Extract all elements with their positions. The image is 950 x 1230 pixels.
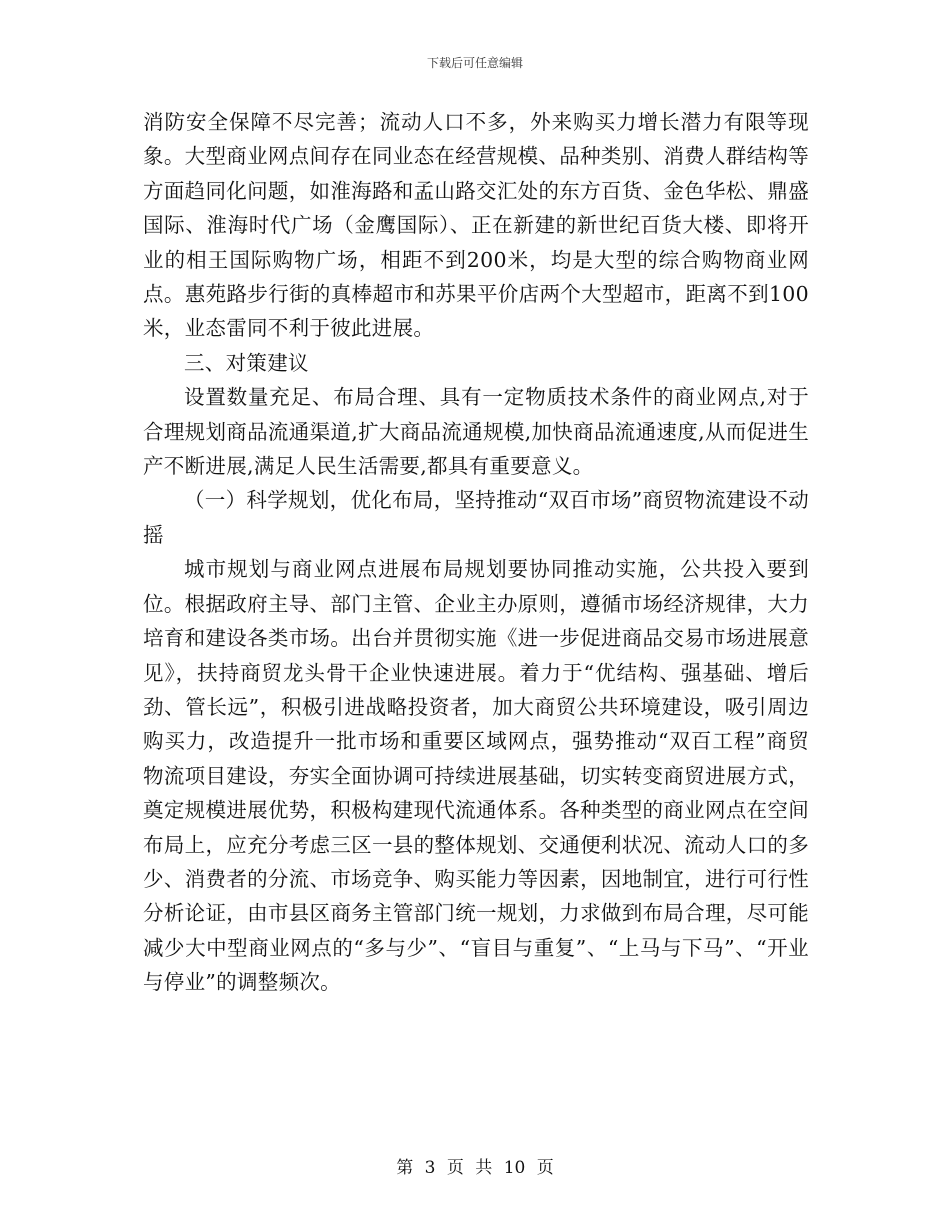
section-heading: 三、对策建议 [184,350,309,375]
page-header: 下载后可任意编辑 [426,56,523,70]
document-body [143,105,809,1000]
paragraph-intro: 设置数量充足、布局合理、具有一定物质技术条件的商业网点,对于合理规划商品流通渠道,扩大商品流通规模,加快商品流通速度,从而促进生产不断进展,满足人民生活需要,都具有重要意义。 [143,385,809,479]
paragraph-planning: 城市规划与商业网点进展布局规划要协同推动实施，公共投入要到位。根据政府主导、部门主管、企业主办原则，遵循市场经济规律，大力培育和建设各类市场。出台并贯彻实施《进一步促进商品交易市场进展意见》，扶持商贸龙头骨干企业快速进展。着力于“优结构、强基础、增后劲、管长远”，积极引进战略投资者，加大商贸公共环境建设，吸引周边购买力，改造提升一批市场和重要区域网点，强势推动“双百工程”商贸物流项目建设，夯实全面协调可持续进展基础，切实转变商贸进展方式，奠定规模进展优势，积极构建现代流通体系。各种类型的商业网点在空间布局上，应充分考虑三区一县的整体规划、交通便利状况、流动人口的多少、消费者的分流、市场竞争、购买能力等因素，因地制宜，进行可行性分析论证，由市县区商务主管部门统一规划，力求做到布局合理，尽可能减少大中型商业网点的“多与少”、“盲目与重复”、“上马与下马”、“开业与停业”的调整频次。 [143,557,809,995]
subsection-heading: （一）科学规划，优化布局，坚持推动“双百市场”商贸物流建设不动摇 [143,488,809,547]
paragraph-continuation: 消防安全保障不尽完善；流动人口不多，外来购买力增长潜力有限等现象。大型商业网点间存在同业态在经营规模、品种类别、消费人群结构等方面趋同化问题，如淮海路和孟山路交汇处的东方百货、金色华松、鼎盛国际、淮海时代广场（金鹰国际）、正在新建的新世纪百货大楼、即将开业的相王国际购物广场，相距不到200米，均是大型的综合购物商业网点。惠苑路步行街的真棒超市和苏果平价店两个大型超市，距离不到100米，业态雷同不利于彼此进展。 [143,110,809,341]
page-number: 第 3 页 共 10 页 [396,1158,554,1178]
